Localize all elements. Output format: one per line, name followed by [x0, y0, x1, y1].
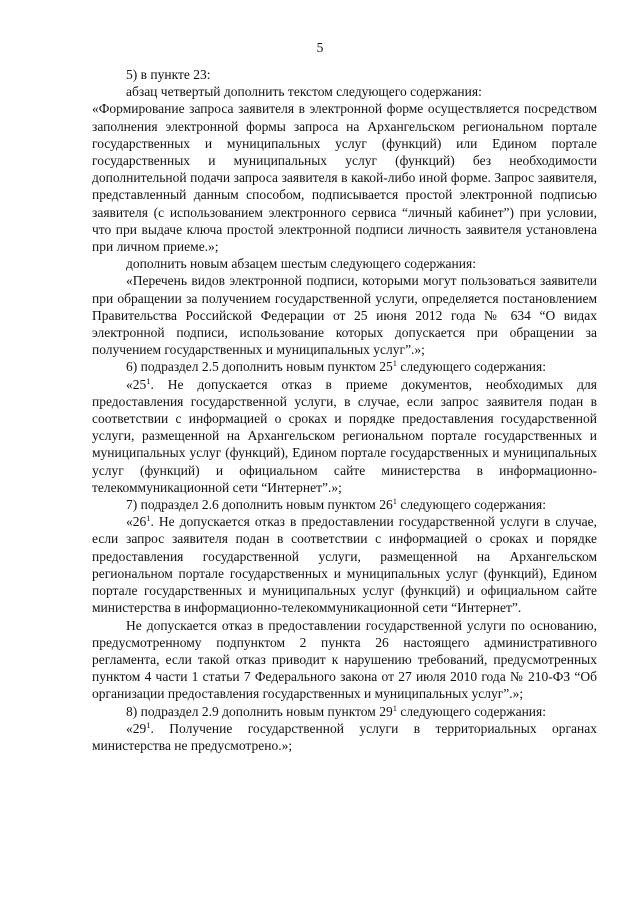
paragraph-p1: [92, 66, 597, 83]
paragraph-p2: [92, 83, 597, 100]
superscript-index: 1: [146, 719, 151, 730]
document-body: [92, 66, 597, 754]
text-run: «26: [126, 514, 147, 530]
text-run: . Не допускается отказ в предоставлении государственной услуги в случае, если запрос заявителя подан в соответствии с информацией о сроках и порядке предоставления государственной услуги, размещенной на Архангельском региональном портале государственных и муниципальных услуг (функций), Едином портале государственных и муниципальных услуг (функций) и официальном сайте министерства в информационно-телекоммуникационной сети “Интернет”.: [92, 514, 597, 616]
text-run: следующего содержания:: [396, 497, 546, 513]
text-run: «Перечень видов электронной подписи, которыми могут пользоваться заявители при обращении за получением государственной услуги, определяется постановлением Правительства Российской Федерации от 25 июня 2012 года № 634 “О видах электронной подписи, использование которых допускается при обращении за получением государственных и муниципальных услуг”.»;: [92, 273, 597, 358]
text-run: следующего содержания:: [396, 703, 546, 719]
text-run: дополнить новым абзацем шестым следующего содержания:: [126, 256, 476, 272]
paragraph-p10: [92, 617, 597, 703]
text-run: 7) подраздел 2.6 дополнить новым пунктом 26: [126, 497, 393, 513]
paragraph-p3: [92, 100, 597, 255]
text-run: 6) подраздел 2.5 дополнить новым пунктом 25: [126, 359, 393, 375]
text-run: 8) подраздел 2.9 дополнить новым пунктом 29: [126, 703, 393, 719]
text-run: . Получение государственной услуги в территориальных органах министерства не предусмотрено.»;: [92, 720, 597, 753]
text-run: Не допускается отказ в предоставлении государственной услуги по основанию, предусмотренному подпунктом 2 пункта 26 настоящего административного регламента, если такой отказ приводит к нарушению требований, предусмотренных пунктом 4 части 1 статьи 7 Федерального закона от 27 июля 2010 года № 210-ФЗ “Об организации предоставления государственных и муниципальных услуг”.»;: [92, 617, 597, 702]
superscript-index: 1: [392, 358, 397, 369]
paragraph-p12: [92, 720, 597, 754]
paragraph-p7: [92, 376, 597, 496]
text-run: абзац четвертый дополнить текстом следующего содержания:: [126, 84, 482, 100]
text-run: «Формирование запроса заявителя в электронной форме осуществляется посредством заполнения электронной формы запроса на Архангельском региональном портале государственных и муниципальных услуг (функций) или Едином портале государственных и муниципальных услуг (функций) без необходимости дополнительной подачи запроса заявителя в какой-либо иной форме. Запрос заявителя, представленный данным способом, подписывается простой электронной подписью заявителя (с использованием электронного сервиса “личный кабинет”) при условии, что при выдаче ключа простой электронной подписи личность заявителя установлена при личном приеме.»;: [92, 101, 597, 255]
text-run: «29: [126, 720, 147, 736]
text-run: 5) в пункте 23:: [126, 67, 211, 82]
paragraph-p8: [92, 496, 597, 513]
paragraph-p5: [92, 272, 597, 358]
paragraph-p6: [92, 358, 597, 375]
text-run: следующего содержания:: [396, 359, 546, 375]
superscript-index: 1: [392, 702, 397, 713]
superscript-index: 1: [392, 496, 397, 507]
superscript-index: 1: [146, 513, 151, 524]
paragraph-p9: [92, 513, 597, 616]
text-run: . Не допускается отказ в приеме документов, необходимых для предоставления государственной услуги, в случае, если запрос заявителя подан в соответствии с информацией о сроках и порядке предоставления государственной услуги, размещенной на Архангельском региональном портале государственных и муниципальных услуг (функций), Едином портале государственных и муниципальных услуг (функций) и официальном сайте министерства в информационно-телекоммуникационной сети “Интернет”.»;: [92, 376, 597, 495]
paragraph-p11: [92, 703, 597, 720]
paragraph-p4: [92, 255, 597, 272]
text-run: «25: [126, 376, 147, 392]
superscript-index: 1: [146, 375, 151, 386]
page-number: 5: [316, 40, 324, 55]
